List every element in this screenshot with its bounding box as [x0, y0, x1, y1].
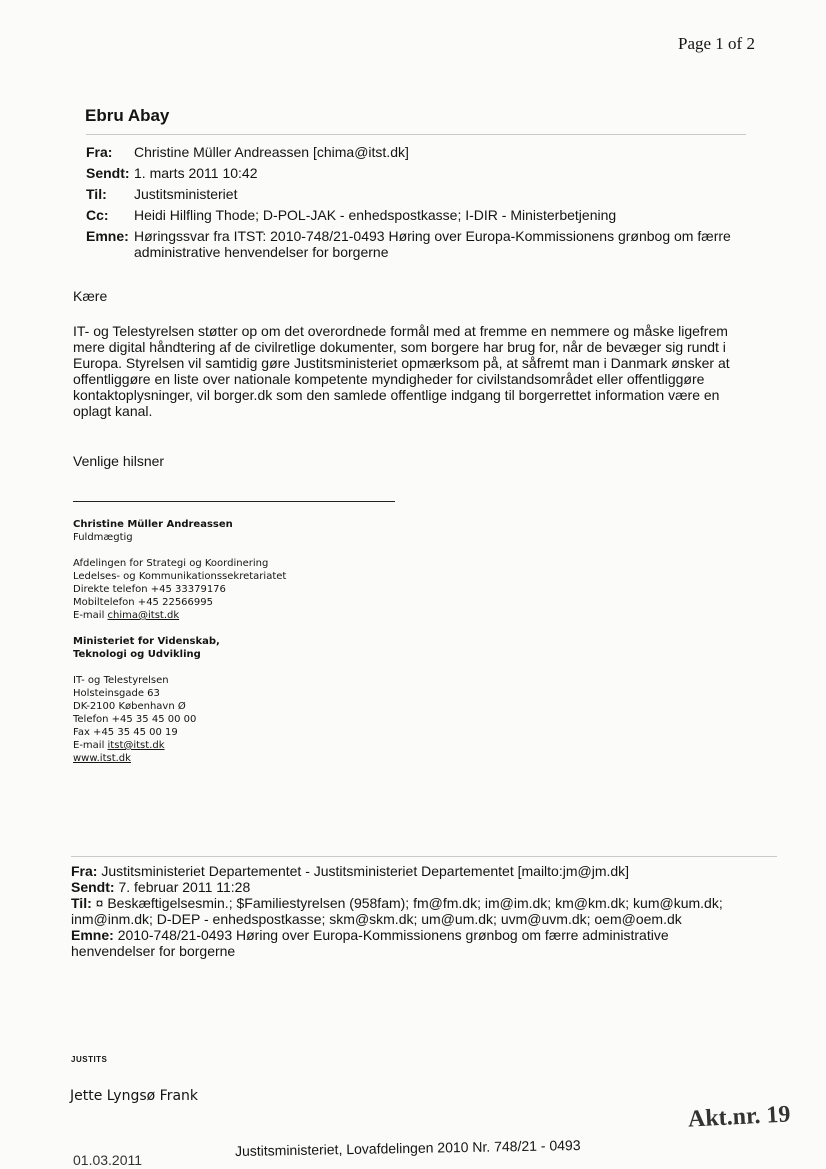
email-body: IT- og Telestyrelsen støtter op om det overordnede formål med at fremme en nemmere og måske ligefrem mere digital håndtering af de civilretlige dokumenter, som borgere har brug for, når de bevæger sig rundt i Europa. Styrelsen vil samtidig gøre Justitsministeriet opmærksom på, at såfremt man i Danmark ønsker at offentliggøre en liste over nationale kompetente myndigheder for civilstandsområdet eller offentliggøre kontaktoplysninger, vil borger.dk som den samlede offentlige indgang til borgerrettet information være en oplagt kanal.	[73, 323, 730, 419]
agency-fax: Fax +45 35 45 00 19	[73, 727, 178, 738]
signature-title: Fuldmægtig	[73, 532, 133, 543]
forwarded-header	[71, 863, 751, 959]
signature-secretariat: Ledelses- og Kommunikationssekretariatet	[73, 571, 287, 582]
fwd-from-row	[71, 863, 751, 879]
subject-label: Emne:	[86, 228, 129, 244]
signature-block	[73, 518, 286, 765]
fwd-subject-row	[71, 927, 751, 959]
sent-row	[86, 165, 766, 181]
page-number: Page 1 of 2	[678, 34, 755, 53]
signature-divider	[73, 501, 395, 502]
cc-label: Cc:	[86, 207, 109, 223]
signature-direct-phone: Direkte telefon +45 33379176	[73, 584, 226, 595]
justits-label: JUSTITS	[71, 1055, 108, 1064]
from-label: Fra:	[86, 144, 113, 160]
signature-email-link[interactable]: chima@itst.dk	[107, 610, 180, 621]
agency-name: IT- og Telestyrelsen	[73, 675, 169, 686]
email-header	[86, 144, 766, 265]
agency-email-row	[73, 739, 286, 752]
fwd-sent-label: Sendt:	[71, 879, 115, 895]
ministry-name-line1: Ministeriet for Videnskab,	[73, 636, 220, 647]
to-row	[86, 186, 766, 202]
subject-value: Høringssvar fra ITST: 2010-748/21-0493 Høring over Europa-Kommissionens grønbog om færre administrative henvendelser for borgerne	[134, 228, 731, 260]
fwd-sent-row	[71, 879, 751, 895]
subject-row	[86, 228, 766, 260]
fwd-from-value: Justitsministeriet Departementet - Justitsministeriet Departementet [mailto:jm@jm.dk]	[101, 863, 630, 879]
signature-email-row	[73, 609, 286, 622]
sent-value: 1. marts 2011 10:42	[134, 165, 258, 181]
fwd-to-row	[71, 895, 751, 927]
agency-web-link[interactable]: www.itst.dk	[73, 753, 131, 764]
header-divider	[86, 134, 746, 135]
signer-name: Jette Lyngsø Frank	[70, 1088, 199, 1104]
mailbox-owner-name: Ebru Abay	[85, 106, 170, 125]
from-value: Christine Müller Andreassen [chima@itst.dk]	[134, 144, 409, 160]
signature-mobile-phone: Mobiltelefon +45 22566995	[73, 597, 213, 608]
file-reference-stamp: Justitsministeriet, Lovafdelingen 2010 Nr. 748/21 - 0493	[234, 1136, 581, 1160]
fwd-subject-value: 2010-748/21-0493 Høring over Europa-Kommissionens grønbog om færre administrative henvendelser for borgerne	[71, 927, 669, 959]
agency-email-link[interactable]: itst@itst.dk	[107, 740, 165, 751]
ministry-name-line2: Teknologi og Udvikling	[73, 649, 201, 660]
cc-value: Heidi Hilfling Thode; D-POL-JAK - enhedspostkasse; I-DIR - Ministerbetjening	[134, 207, 617, 223]
to-label: Til:	[86, 186, 107, 202]
fwd-to-value: ¤ Beskæftigelsesmin.; $Familiestyrelsen (958fam); fm@fm.dk; im@im.dk; km@km.dk; kum@kum.dk; inm@inm.dk; D-DEP - enhedspostkasse; skm@skm.dk; um@um.dk; uvm@uvm.dk; oem@oem.dk	[71, 895, 723, 927]
cc-row	[86, 207, 766, 223]
agency-phone: Telefon +45 35 45 00 00	[73, 714, 197, 725]
agency-city: DK-2100 København Ø	[73, 701, 186, 712]
to-value: Justitsministeriet	[134, 186, 238, 202]
signature-email-prefix: E-mail	[73, 610, 108, 621]
fwd-to-label: Til:	[71, 895, 92, 911]
from-row	[86, 144, 766, 160]
fwd-subject-label: Emne:	[71, 927, 114, 943]
agency-street: Holsteinsgade 63	[73, 688, 160, 699]
agency-email-prefix: E-mail	[73, 740, 108, 751]
sent-label: Sendt:	[86, 165, 130, 181]
signature-dept: Afdelingen for Strategi og Koordinering	[73, 558, 269, 569]
akt-stamp: Akt.nr. 19	[687, 1101, 792, 1133]
closing: Venlige hilsner	[73, 453, 165, 469]
forward-divider	[71, 856, 777, 857]
fwd-sent-value: 7. februar 2011 11:28	[118, 879, 251, 895]
signature-name: Christine Müller Andreassen	[73, 519, 233, 530]
fwd-from-label: Fra:	[71, 863, 98, 879]
bottom-date: 01.03.2011	[73, 1152, 143, 1168]
greeting: Kære	[73, 288, 108, 304]
